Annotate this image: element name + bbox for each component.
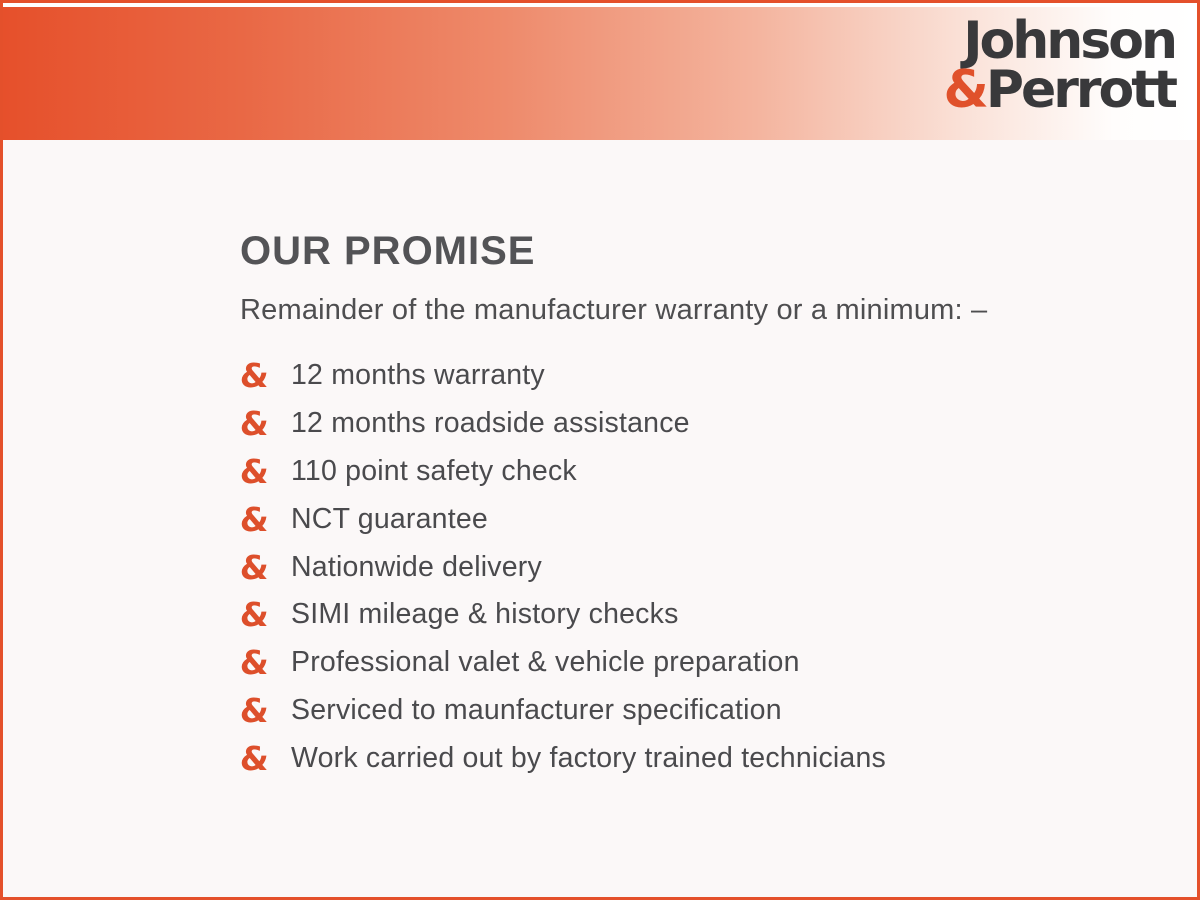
- list-item: [240, 591, 886, 639]
- list-item-label: Work carried out by factory trained technicians: [291, 741, 886, 774]
- list-item: [240, 400, 886, 448]
- brand-name-line2-text: Perrott: [985, 60, 1175, 120]
- brand-ampersand-bullet-icon: &: [238, 690, 270, 730]
- brand-ampersand-bullet-icon: &: [238, 738, 270, 778]
- page-title: OUR PROMISE: [240, 229, 536, 273]
- brand-name-line1: Johnson: [963, 11, 1175, 71]
- list-item-label: 12 months warranty: [291, 359, 545, 392]
- list-item: [240, 734, 886, 782]
- list-item-label: Professional valet & vehicle preparation: [291, 646, 800, 679]
- brand-ampersand-bullet-icon: &: [238, 356, 270, 396]
- list-item-label: Serviced to maunfacturer specification: [291, 693, 782, 726]
- brand-ampersand-bullet-icon: &: [238, 404, 270, 444]
- list-item: [240, 543, 886, 591]
- brand-name-line2: [943, 60, 1175, 120]
- list-item-label: 12 months roadside assistance: [291, 407, 690, 440]
- brand-ampersand-bullet-icon: &: [238, 547, 270, 587]
- brand-logo: [943, 11, 1175, 120]
- list-item: [240, 639, 886, 687]
- list-item: [240, 495, 886, 543]
- brand-ampersand-bullet-icon: &: [238, 451, 270, 491]
- brand-ampersand-bullet-icon: &: [238, 595, 270, 635]
- list-item: [240, 352, 886, 400]
- list-item-label: Nationwide delivery: [291, 550, 542, 583]
- list-item-label: SIMI mileage & history checks: [291, 598, 679, 631]
- brand-ampersand-icon: &: [943, 60, 986, 120]
- list-item: [240, 448, 886, 496]
- promise-list: [240, 352, 886, 782]
- brand-ampersand-bullet-icon: &: [238, 643, 270, 683]
- list-item-label: NCT guarantee: [291, 502, 488, 535]
- list-item: [240, 687, 886, 735]
- list-item-label: 110 point safety check: [291, 454, 577, 487]
- subtitle: Remainder of the manufacturer warranty or a minimum: –: [240, 294, 988, 326]
- brand-ampersand-bullet-icon: &: [238, 499, 270, 539]
